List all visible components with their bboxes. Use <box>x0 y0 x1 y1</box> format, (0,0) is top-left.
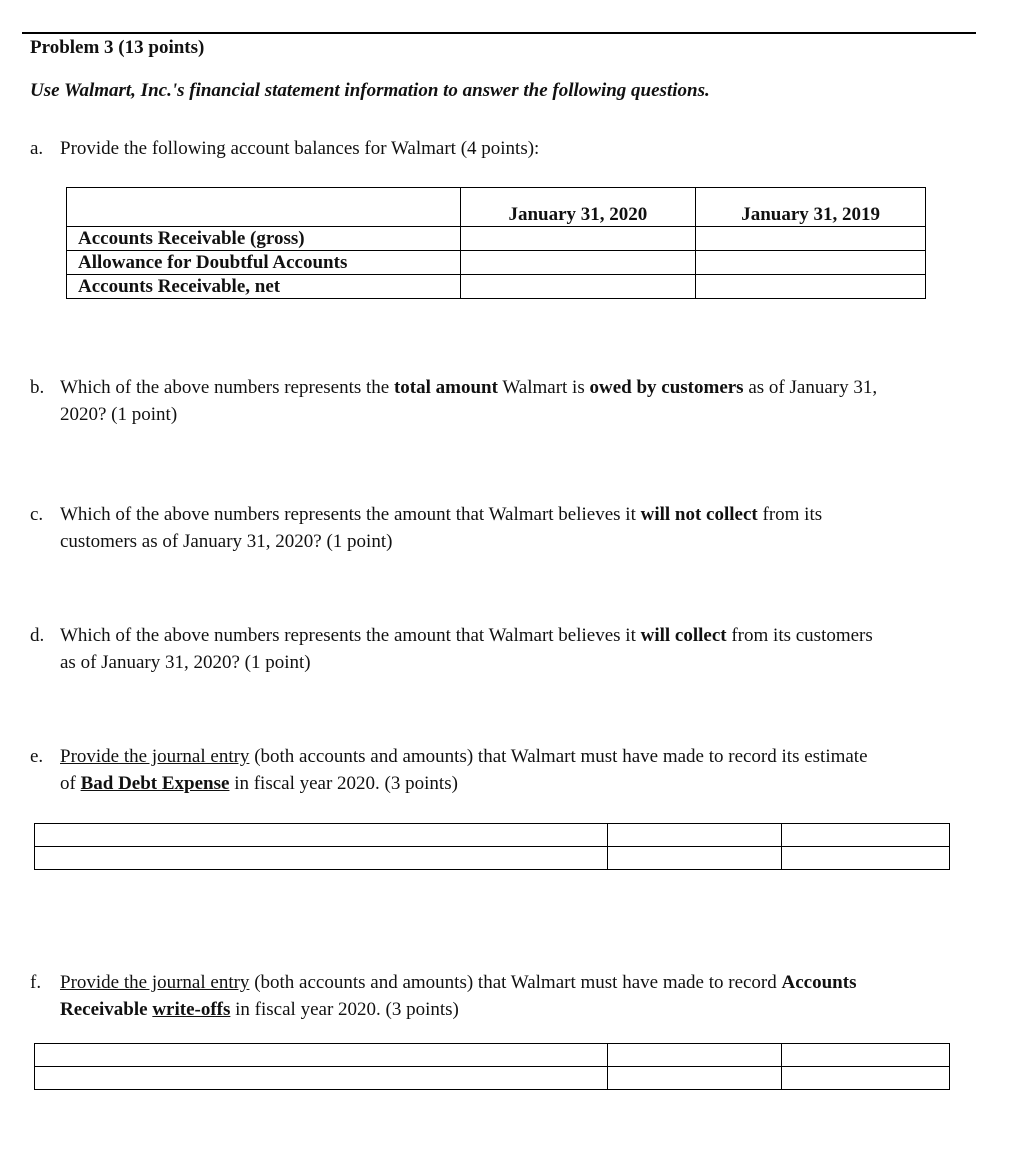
row-label-allowance: Allowance for Doubtful Accounts <box>67 251 461 275</box>
input-cell-ar-gross-2020[interactable] <box>460 227 696 251</box>
question-a-letter: a. <box>30 138 44 159</box>
journal-f-account-1[interactable] <box>35 1044 608 1067</box>
question-b-text: Which of the above numbers represents the total amount Walmart is owed by customers as of January 31, 2020? (1 point) <box>60 377 878 425</box>
journal-entry-table-f <box>34 1043 950 1090</box>
instructions: Use Walmart, Inc.'s financial statement information to answer the following questions. <box>30 80 710 101</box>
journal-e-account-2[interactable] <box>35 847 608 870</box>
question-d <box>30 622 990 676</box>
question-b-letter: b. <box>30 377 45 398</box>
col-header-2019: January 31, 2019 <box>696 188 926 227</box>
question-c-text: Which of the above numbers represents the amount that Walmart believes it will not collect from its customers as of January 31, 2020? (1 point) <box>60 504 823 552</box>
problem-title: Problem 3 (13 points) <box>30 37 205 58</box>
account-balances-table <box>66 187 926 299</box>
question-f-letter: f. <box>30 972 42 993</box>
col-header-2020: January 31, 2020 <box>460 188 696 227</box>
journal-e-debit-2[interactable] <box>608 847 782 870</box>
question-d-letter: d. <box>30 625 45 646</box>
journal-f-account-2[interactable] <box>35 1067 608 1090</box>
input-cell-allowance-2019[interactable] <box>696 251 926 275</box>
question-e-letter: e. <box>30 746 44 767</box>
question-f-text: Provide the journal entry (both accounts and amounts) that Walmart must have made to record Accounts Receivable write-offs in fiscal year 2020. (3 points) <box>60 972 857 1020</box>
input-cell-allowance-2020[interactable] <box>460 251 696 275</box>
row-label-ar-gross: Accounts Receivable (gross) <box>67 227 461 251</box>
row-label-ar-net: Accounts Receivable, net <box>67 275 461 299</box>
question-d-text: Which of the above numbers represents the amount that Walmart believes it will collect from its customers as of January 31, 2020? (1 point) <box>60 625 873 673</box>
journal-f-credit-2[interactable] <box>782 1067 950 1090</box>
question-b <box>30 374 990 428</box>
input-cell-ar-gross-2019[interactable] <box>696 227 926 251</box>
question-f <box>30 969 990 1023</box>
journal-entry-table-e <box>34 823 950 870</box>
journal-f-debit-2[interactable] <box>608 1067 782 1090</box>
question-e <box>30 743 990 797</box>
question-e-text: Provide the journal entry (both accounts and amounts) that Walmart must have made to record its estimate of Bad Debt Expense in fiscal year 2020. (3 points) <box>60 746 868 794</box>
journal-e-credit-2[interactable] <box>782 847 950 870</box>
top-rule <box>22 32 976 34</box>
journal-f-debit-1[interactable] <box>608 1044 782 1067</box>
journal-e-debit-1[interactable] <box>608 824 782 847</box>
question-a <box>30 135 980 162</box>
question-c <box>30 501 990 555</box>
input-cell-ar-net-2019[interactable] <box>696 275 926 299</box>
question-c-letter: c. <box>30 504 44 525</box>
journal-f-credit-1[interactable] <box>782 1044 950 1067</box>
journal-e-account-1[interactable] <box>35 824 608 847</box>
journal-e-credit-1[interactable] <box>782 824 950 847</box>
input-cell-ar-net-2020[interactable] <box>460 275 696 299</box>
question-a-text: Provide the following account balances for Walmart (4 points): <box>60 138 540 159</box>
table-corner-cell <box>67 188 461 227</box>
